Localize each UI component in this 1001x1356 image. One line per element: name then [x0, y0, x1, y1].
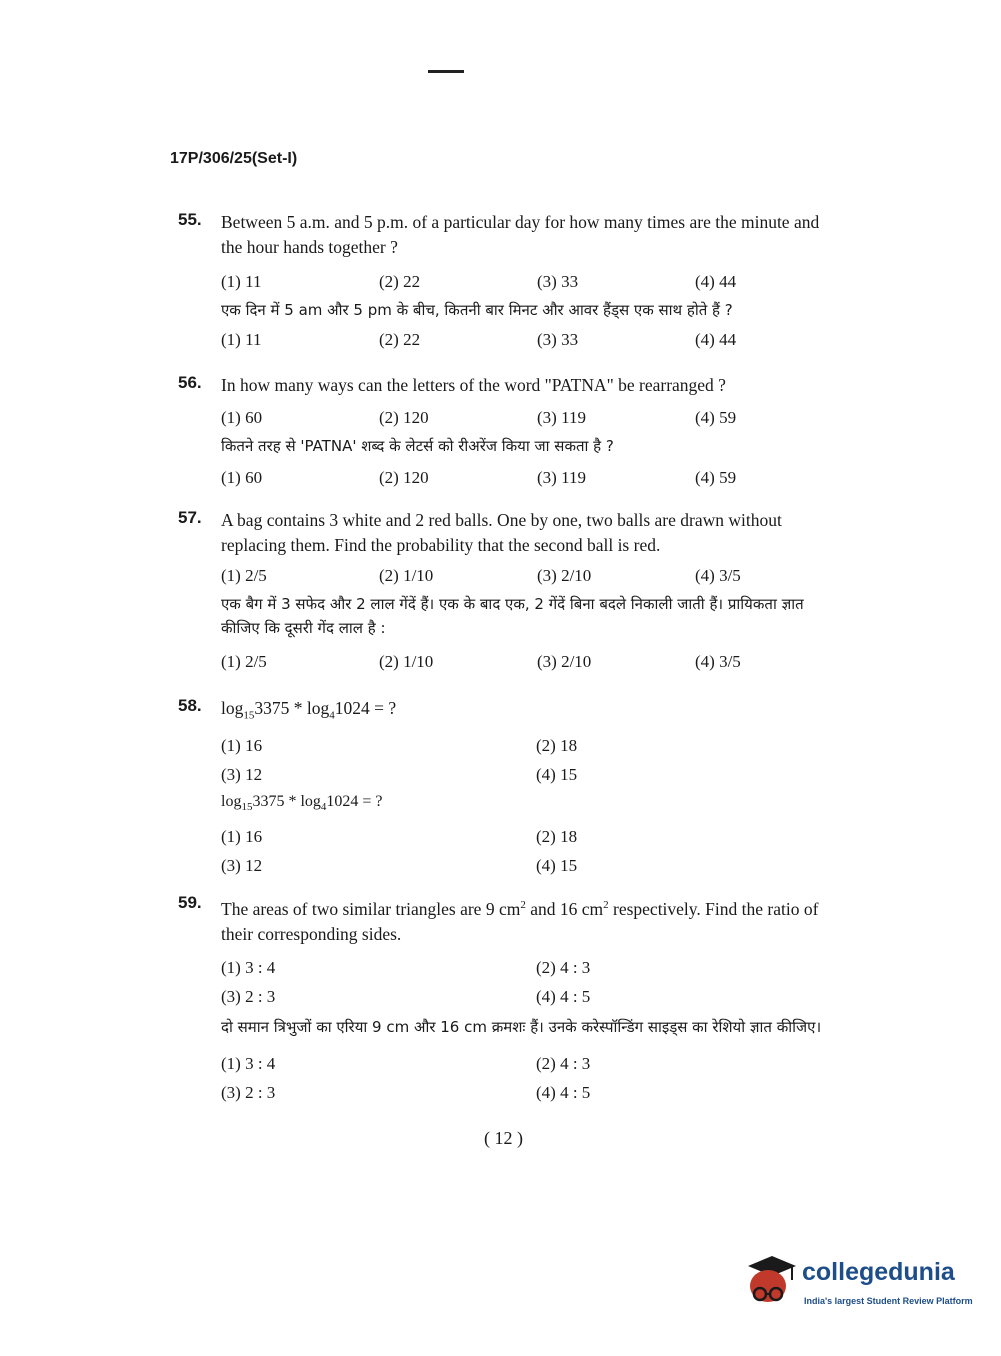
- question-number: 56.: [178, 373, 202, 392]
- collegedunia-logo-icon: [742, 1252, 800, 1310]
- paper-code: 17P/306/25(Set-I): [170, 150, 298, 167]
- option-1: (1) 3 : 4: [221, 1053, 276, 1073]
- brand-tagline: India's largest Student Review Platform: [804, 1296, 973, 1306]
- question-expression-hindi: $\log_{15}3375 * \log_41024$ = ?: [221, 792, 383, 813]
- option-4: (4) 44: [695, 272, 737, 291]
- options-hindi: [221, 326, 843, 354]
- option-3: (3) 119: [537, 408, 586, 427]
- option-3: (3) 12: [221, 855, 263, 875]
- option-1: (1) 3 : 4: [221, 957, 276, 977]
- options-hindi: [221, 464, 843, 492]
- question-text-hindi: एक दिन में 5 am और 5 pm के बीच, कितनी बार मिनट और आवर हैंड्स एक साथ होते हैं ?: [221, 301, 733, 319]
- question-56: [178, 373, 843, 492]
- options-hindi: [221, 1049, 843, 1107]
- options-english: [221, 953, 843, 1011]
- option-1: (1) 2/5: [221, 566, 267, 585]
- option-4: (4) 3/5: [695, 566, 741, 585]
- option-2: (2) 22: [379, 330, 421, 349]
- option-1: (1) 11: [221, 330, 262, 349]
- option-4: (4) 4 : 5: [536, 1082, 591, 1102]
- option-1: (1) 2/5: [221, 652, 267, 671]
- option-4: (4) 59: [695, 468, 737, 487]
- option-4: (4) 44: [695, 330, 737, 349]
- option-4: (4) 3/5: [695, 652, 741, 671]
- options-english: [221, 562, 843, 590]
- option-1: (1) 16: [221, 826, 263, 846]
- options-hindi: [221, 822, 843, 880]
- brand-name: collegedunia: [802, 1258, 955, 1286]
- question-text-hindi: एक बैग में 3 सफेद और 2 लाल गेंदें हैं। एक के बाद एक, 2 गेंदें बिना बदले निकाली जाती हैं। प्रायिकता ज्ञात कीजिए कि दूसरी गेंद लाल है :: [221, 595, 804, 637]
- question-number: 57.: [178, 508, 202, 527]
- option-3: (3) 119: [537, 468, 586, 487]
- options-english: [221, 731, 843, 789]
- option-2: (2) 120: [379, 408, 429, 427]
- option-4: (4) 4 : 5: [536, 986, 591, 1006]
- option-2: (2) 4 : 3: [536, 957, 591, 977]
- question-number: 59.: [178, 893, 202, 912]
- option-2: (2) 18: [536, 735, 578, 755]
- options-hindi: [221, 648, 843, 676]
- option-2: (2) 22: [379, 272, 421, 291]
- option-1: (1) 60: [221, 408, 263, 427]
- question-57: [178, 508, 843, 676]
- options-english: [221, 404, 843, 432]
- question-expression: $\log_{15}3375 * \log_41024$ = ?: [221, 698, 397, 722]
- option-2: (2) 1/10: [379, 566, 434, 585]
- option-3: (3) 2/10: [537, 652, 592, 671]
- question-text: The areas of two similar triangles are 9 $cm^2$ and 16 $cm^2$ respectively. Find the ratio of their corresponding sides.: [221, 898, 819, 944]
- question-number: 58.: [178, 696, 202, 715]
- option-1: (1) 60: [221, 468, 263, 487]
- question-text: In how many ways can the letters of the word "PATNA" be rearranged ?: [221, 375, 726, 395]
- option-3: (3) 2 : 3: [221, 1082, 276, 1102]
- options-english: [221, 268, 843, 296]
- option-1: (1) 11: [221, 272, 262, 291]
- question-59: [178, 893, 843, 1107]
- option-1: (1) 16: [221, 735, 263, 755]
- option-2: (2) 1/10: [379, 652, 434, 671]
- option-3: (3) 12: [221, 764, 263, 784]
- question-text-hindi: दो समान त्रिभुजों का एरिया 9 cm और 16 cm क्रमशः हैं। उनके करेस्पॉन्डिंग साइड्स का रेशियो ज्ञात कीजिए।: [221, 1017, 822, 1036]
- question-58: [178, 696, 843, 880]
- option-2: (2) 120: [379, 468, 429, 487]
- option-2: (2) 4 : 3: [536, 1053, 591, 1073]
- option-3: (3) 2 : 3: [221, 986, 276, 1006]
- question-text: A bag contains 3 white and 2 red balls. One by one, two balls are drawn without replacing them. Find the probability that the second ball is red.: [221, 510, 782, 555]
- collegedunia-watermark: [742, 1248, 972, 1318]
- question-number: 55.: [178, 210, 202, 229]
- page-number: ( 12 ): [484, 1128, 523, 1148]
- top-dash: [428, 70, 464, 73]
- option-3: (3) 2/10: [537, 566, 592, 585]
- question-text: Between 5 a.m. and 5 p.m. of a particular day for how many times are the minute and the hour hands together ?: [221, 212, 820, 257]
- question-55: [178, 210, 843, 354]
- option-4: (4) 15: [536, 855, 578, 875]
- option-4: (4) 59: [695, 408, 737, 427]
- option-2: (2) 18: [536, 826, 578, 846]
- option-3: (3) 33: [537, 272, 579, 291]
- option-3: (3) 33: [537, 330, 579, 349]
- option-4: (4) 15: [536, 764, 578, 784]
- question-text-hindi: कितने तरह से 'PATNA' शब्द के लेटर्स को रीअरेंज किया जा सकता है ?: [221, 437, 614, 455]
